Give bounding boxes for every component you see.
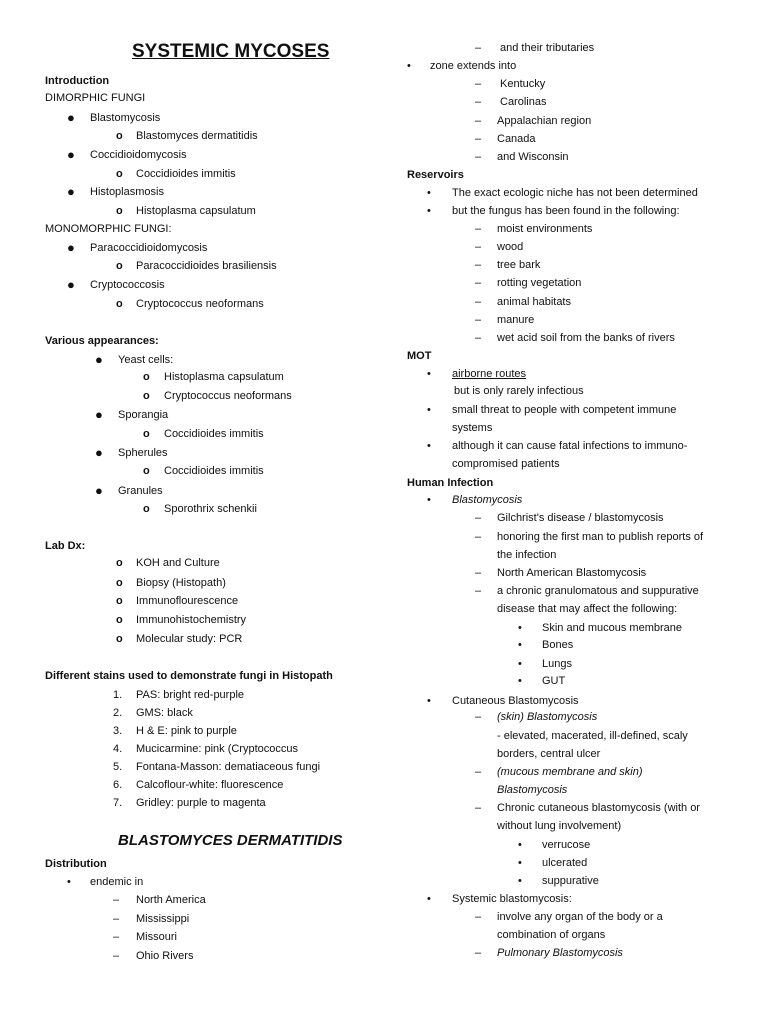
bullet-marker: – (475, 133, 482, 145)
bullet-marker: – (113, 931, 120, 943)
line-text: Cryptococcus neoformans (136, 298, 264, 310)
line-text: manure (497, 314, 535, 326)
line-text: (skin) Blastomycosis (497, 711, 598, 723)
line-text: Coccidioides immitis (136, 168, 236, 180)
line-text: Calcoflour-white: fluorescence (136, 779, 284, 791)
bullet-marker: • (427, 695, 431, 707)
bullet-marker: – (475, 42, 482, 54)
bullet-marker: – (475, 332, 482, 344)
bullet-marker: ● (67, 147, 75, 162)
list-number: 1. (113, 689, 123, 701)
bullet-marker: – (475, 223, 482, 235)
line-text: Blastomycosis (497, 784, 568, 796)
line-text: Missouri (136, 931, 177, 943)
list-number: 7. (113, 797, 123, 809)
bullet-marker: – (475, 96, 482, 108)
line-text: Fontana-Masson: dematiaceous fungi (136, 761, 321, 773)
line-text: Blastomycosis (452, 494, 523, 506)
bullet-marker: – (113, 913, 120, 925)
line-text: Histoplasma capsulatum (164, 371, 284, 383)
line-text: SYSTEMIC MYCOSES (132, 41, 330, 62)
line-text: Cryptococcosis (90, 279, 165, 291)
bullet-marker: – (475, 151, 482, 163)
line-text: and Wisconsin (497, 151, 569, 163)
line-text: Canada (497, 133, 536, 145)
line-text: compromised patients (452, 458, 560, 470)
line-text: Systemic blastomycosis: (452, 893, 572, 905)
bullet-marker: – (475, 711, 482, 723)
line-text: moist environments (497, 223, 593, 235)
bullet-marker: • (518, 675, 522, 687)
bullet-marker: • (427, 440, 431, 452)
bullet-marker: – (475, 531, 482, 543)
line-text: disease that may affect the following: (497, 603, 678, 615)
bullet-marker: • (427, 205, 431, 217)
bullet-marker: ● (95, 407, 103, 422)
line-text: H & E: pink to purple (136, 725, 237, 737)
line-text: Mucicarmine: pink (Cryptococcus (136, 743, 298, 755)
line-text: - elevated, macerated, ill-defined, scaly (497, 730, 688, 742)
line-text: rotting vegetation (497, 277, 582, 289)
line-text: Spherules (118, 447, 168, 459)
line-text: GMS: black (136, 707, 193, 719)
bullet-marker: – (113, 950, 120, 962)
line-text: Immunohistochemistry (136, 614, 247, 626)
line-text: Molecular study: PCR (136, 633, 243, 645)
line-text: The exact ecologic niche has not been determined (452, 187, 698, 199)
line-text: the infection (497, 549, 557, 561)
line-text: Immunoflourescence (136, 595, 239, 607)
line-text: Gridley: purple to magenta (136, 797, 266, 809)
line-text: North American Blastomycosis (497, 567, 647, 579)
line-text: Carolinas (500, 96, 547, 108)
line-text: combination of organs (497, 929, 606, 941)
bullet-marker: o (116, 557, 123, 569)
line-text: Mississippi (136, 913, 190, 925)
bullet-marker: • (407, 60, 411, 72)
bullet-marker: – (475, 115, 482, 127)
line-text: zone extends into (430, 60, 517, 72)
bullet-marker: o (143, 428, 150, 440)
line-text: PAS: bright red-purple (136, 689, 245, 701)
bullet-marker: ● (67, 240, 75, 255)
line-text: small threat to people with competent immune (452, 404, 677, 416)
line-text: Blastomycosis (90, 112, 161, 124)
line-text: Introduction (45, 75, 110, 87)
line-text: suppurative (542, 875, 599, 887)
bullet-marker: • (427, 893, 431, 905)
line-text: involve any organ of the body or a (497, 911, 663, 923)
line-text: borders, central ulcer (497, 748, 601, 760)
bullet-marker: – (475, 947, 482, 959)
bullet-marker: – (475, 241, 482, 253)
line-text: Histoplasmosis (90, 186, 164, 198)
bullet-marker: ● (67, 184, 75, 199)
bullet-marker: • (518, 857, 522, 869)
line-text: MONOMORPHIC FUNGI: (45, 223, 172, 235)
bullet-marker: • (427, 368, 431, 380)
line-text: honoring the first man to publish reports of (497, 531, 704, 543)
bullet-marker: o (116, 298, 123, 310)
line-text: Paracoccidioidomycosis (90, 242, 208, 254)
line-text: Yeast cells: (118, 354, 174, 366)
bullet-marker: – (475, 567, 482, 579)
list-number: 5. (113, 761, 123, 773)
line-text: Coccidioides immitis (164, 465, 264, 477)
bullet-marker: – (475, 802, 482, 814)
bullet-marker: – (475, 277, 482, 289)
bullet-marker: • (427, 404, 431, 416)
bullet-marker: – (475, 911, 482, 923)
bullet-marker: ● (95, 483, 103, 498)
line-text: MOT (407, 350, 432, 362)
bullet-marker: ● (95, 352, 103, 367)
line-text: although it can cause fatal infections to immuno- (452, 440, 688, 452)
line-text: Distribution (45, 858, 107, 870)
bullet-marker: ● (67, 110, 75, 125)
bullet-marker: o (143, 390, 150, 402)
line-text: tree bark (497, 259, 541, 271)
bullet-marker: ● (67, 277, 75, 292)
line-text: Granules (118, 485, 163, 497)
bullet-marker: • (518, 875, 522, 887)
line-text: wood (497, 241, 524, 253)
bullet-marker: – (475, 766, 482, 778)
bullet-marker: o (116, 205, 123, 217)
line-text: Sporothrix schenkii (164, 503, 257, 515)
bullet-marker: • (518, 839, 522, 851)
line-text: Lungs (542, 658, 572, 670)
line-text: wet acid soil from the banks of rivers (497, 332, 675, 344)
line-text: Sporangia (118, 409, 169, 421)
line-text: Bones (542, 639, 574, 651)
bullet-marker: • (518, 639, 522, 651)
line-text: Lab Dx: (45, 540, 86, 552)
line-text: Cutaneous Blastomycosis (452, 695, 579, 707)
bullet-marker: o (143, 371, 150, 383)
line-text: Chronic cutaneous blastomycosis (with or (497, 802, 700, 814)
bullet-marker: – (113, 894, 120, 906)
bullet-marker: o (143, 503, 150, 515)
bullet-marker: • (518, 622, 522, 634)
line-text: BLASTOMYCES DERMATITIDIS (118, 832, 343, 849)
line-text: verrucose (542, 839, 591, 851)
line-text: Human Infection (407, 477, 494, 489)
line-text: Blastomyces dermatitidis (136, 130, 258, 142)
bullet-marker: – (475, 314, 482, 326)
bullet-marker: o (116, 130, 123, 142)
bullet-marker: o (116, 633, 123, 645)
bullet-marker: – (475, 296, 482, 308)
line-text: but is only rarely infectious (454, 385, 584, 397)
line-text: Pulmonary Blastomycosis (497, 947, 623, 959)
bullet-marker: o (116, 260, 123, 272)
bullet-marker: o (116, 595, 123, 607)
line-text: KOH and Culture (136, 557, 220, 569)
bullet-marker: o (143, 465, 150, 477)
list-number: 4. (113, 743, 123, 755)
line-text: but the fungus has been found in the following: (452, 205, 680, 217)
line-text: Skin and mucous membrane (542, 622, 683, 634)
line-text: (mucous membrane and skin) (497, 766, 643, 778)
line-text: animal habitats (497, 296, 571, 308)
line-text: Different stains used to demonstrate fungi in Histopath (45, 670, 333, 682)
bullet-marker: – (475, 259, 482, 271)
bullet-marker: ● (95, 445, 103, 460)
line-text: Various appearances: (45, 335, 159, 347)
line-text: Ohio Rivers (136, 950, 194, 962)
line-text: Cryptococcus neoformans (164, 390, 292, 402)
bullet-marker: – (475, 78, 482, 90)
bullet-marker: – (475, 512, 482, 524)
line-text: Histoplasma capsulatum (136, 205, 256, 217)
bullet-marker: • (427, 187, 431, 199)
bullet-marker: • (67, 876, 71, 888)
line-text: GUT (542, 675, 566, 687)
bullet-marker: • (518, 658, 522, 670)
list-number: 3. (113, 725, 123, 737)
line-text: endemic in (90, 876, 144, 888)
line-text: DIMORPHIC FUNGI (45, 92, 146, 104)
line-text: without lung involvement) (497, 820, 622, 832)
line-text: North America (136, 894, 206, 906)
line-text: Appalachian region (497, 115, 592, 127)
line-text: systems (452, 422, 493, 434)
line-text: Coccidioides immitis (164, 428, 264, 440)
line-text: Reservoirs (407, 169, 464, 181)
line-text: Paracoccidioides brasiliensis (136, 260, 277, 272)
line-text: Biopsy (Histopath) (136, 577, 226, 589)
bullet-marker: o (116, 577, 123, 589)
line-text: Gilchrist's disease / blastomycosis (497, 512, 664, 524)
bullet-marker: – (475, 585, 482, 597)
list-number: 6. (113, 779, 123, 791)
line-text: and their tributaries (500, 42, 595, 54)
bullet-marker: o (116, 168, 123, 180)
line-text: Kentucky (500, 78, 546, 90)
line-text: airborne routes (452, 368, 526, 380)
line-text: ulcerated (542, 857, 588, 869)
bullet-marker: • (427, 494, 431, 506)
line-text: a chronic granulomatous and suppurative (497, 585, 699, 597)
list-number: 2. (113, 707, 123, 719)
line-text: Coccidioidomycosis (90, 149, 187, 161)
bullet-marker: o (116, 614, 123, 626)
